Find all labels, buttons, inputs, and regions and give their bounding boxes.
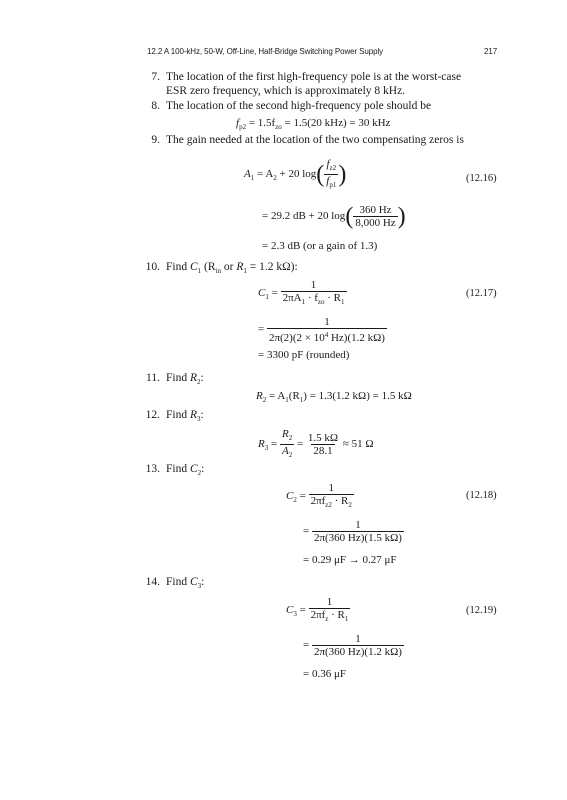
item-number: 10. <box>145 261 160 273</box>
running-title: 12.2 A 100-kHz, 50-W, Off-Line, Half-Bridge Switching Power Supply <box>147 47 384 56</box>
item-text: or <box>223 261 234 273</box>
eq-part: = 1.5(20 kHz) = 30 kHz <box>284 117 391 129</box>
item-number: 11. <box>146 372 160 384</box>
equation-c1-line3: = 3300 pF (rounded) <box>258 349 350 361</box>
frac-numerator: 1.5 kΩ <box>307 432 339 444</box>
item-text: Find <box>166 463 188 475</box>
eq-part: 2πA <box>282 292 302 304</box>
item-text: The location of the first high-frequency pole is at the worst-case <box>166 71 462 83</box>
item-9 <box>138 134 464 146</box>
frac-numerator: 1 <box>326 596 333 608</box>
frac-denominator: 8,000 Hz <box>355 217 396 229</box>
item-7-line-2: ESR zero frequency, which is approximately 8 kHz. <box>166 85 406 97</box>
eq-part: ≈ 51 Ω <box>342 438 374 451</box>
frac-numerator: R <box>281 428 289 440</box>
item-text: The location of the second high-frequency pole should be <box>166 100 432 112</box>
equation-c3-line3: = 0.36 μF <box>303 668 346 680</box>
eq-part: 2π(2)(2 × 10 <box>268 332 325 344</box>
item-12: 12. Find $R_3$: <box>138 409 204 423</box>
item-text: Find <box>166 372 188 384</box>
equation-c2-line2: = $\frac{1}{2\pi(360 Hz)(1.5 k\Omega)}$ <box>303 519 402 544</box>
eq-part: = A <box>256 168 274 181</box>
eq-part: 2πf <box>310 495 326 507</box>
page-number: 217 <box>484 47 498 56</box>
frac-numerator: 360 Hz <box>359 204 392 216</box>
equation-c3-line2: = $\frac{1}{2\pi(360 Hz)(1.2 k\Omega)}$ <box>303 633 402 658</box>
frac-numerator: 1 <box>328 482 334 494</box>
equation-a1: $A_1 = A_2 + 20$ log( $\frac{f_{z2}}{f_{p1}}$ ) <box>244 158 347 189</box>
equation-c2-line3: = 0.29 μF → 0.27 μF <box>303 554 397 566</box>
eq-part: (R <box>288 390 300 402</box>
item-text: Find <box>166 576 188 588</box>
eq-part: = A <box>268 390 286 402</box>
equation-fp2: $f_{p2} = 1.5f_{zo} = 1.5(20$ kHz) = 30 kHz <box>236 117 391 131</box>
item-text: = 1.2 kΩ): <box>249 261 298 273</box>
item-number: 14. <box>145 576 160 588</box>
equation-r2: $R_2 = A_1(R_1) = 1.3(1.2$ kΩ) = 1.5 kΩ <box>256 390 412 404</box>
frac-numerator: 1 <box>355 519 361 531</box>
frac-denominator: 2π(360 Hz)(1.5 kΩ) <box>313 532 402 544</box>
equation-c1: $C_1$ = $\frac{1}{2\pi A_1 \cdot f_{zo} \cdot R_1}$ <box>258 279 345 306</box>
frac-denominator: 28.1 <box>313 445 333 457</box>
equation-c1-line2: = $\frac{1}{2\pi(2)(2 \times 10^4 Hz)(1.2 k\Omega)}$ <box>258 316 385 344</box>
equation-c3: $C_3$ = $\frac{1}{2\pi f_z \cdot R_1}$ <box>286 596 349 623</box>
eq-part: + 20 log <box>279 168 317 181</box>
frac-numerator: 1 <box>310 279 317 291</box>
item-number: 12. <box>145 409 160 421</box>
equation-a1-line2: = 29.2 dB + 20 log( $\frac{360 Hz}{8,000 Hz}$ ) <box>262 203 406 230</box>
frac-denominator: A <box>281 445 289 457</box>
eq-part: · R <box>331 609 345 621</box>
frac-numerator: 1 <box>324 316 330 328</box>
equation-a1-line3: = 2.3 dB (or a gain of 1.3) <box>262 240 378 252</box>
item-text: Find <box>166 261 188 273</box>
item-text: (R <box>204 261 216 273</box>
item-11: 11. Find $R_2$: <box>138 372 204 386</box>
equation-number-12-19: (12.19) <box>466 605 497 616</box>
item-8 <box>138 100 431 112</box>
equation-number-12-18: (12.18) <box>466 490 497 501</box>
item-text: The gain needed at the location of the two compensating zeros is <box>166 134 464 146</box>
equation-c2: $C_2$ = $\frac{1}{2\pi f_{z2} \cdot R_2}$ <box>286 482 352 509</box>
item-number: 13. <box>145 463 160 475</box>
item-number: 9. <box>151 134 160 146</box>
frac-denominator: 2π(360 Hz)(1.2 kΩ) <box>313 646 402 658</box>
equation-number-12-17: (12.17) <box>466 288 497 299</box>
eq-part: ) = 1.3(1.2 kΩ) = 1.5 kΩ <box>303 390 412 402</box>
exponent: 4 <box>324 331 329 339</box>
eq-part: 2πf <box>310 609 326 621</box>
eq-part: Hz)(1.2 kΩ) <box>330 332 385 344</box>
item-7-line-1 <box>138 71 461 83</box>
item-13: 13. Find $C_2$: <box>138 463 204 477</box>
eq-part: · f <box>307 292 318 304</box>
item-10: 10. Find $C_1$ ($R_{in}$ or $R_1 = 1.2$ kΩ): <box>138 261 298 275</box>
item-text: Find <box>166 409 188 421</box>
equation-number-12-16: (12.16) <box>466 173 497 184</box>
equation-r3: $R_3$ = $\frac{R_2}{A_2}$ = $\frac{1.5 k\Omega}{28.1}$ ≈ 51 Ω <box>258 428 374 459</box>
item-number: 7. <box>151 71 160 83</box>
eq-part: = 29.2 dB + 20 log <box>262 210 346 223</box>
eq-part: · R <box>334 495 349 507</box>
frac-numerator: 1 <box>355 633 361 645</box>
eq-part: = 1.5f <box>248 117 276 129</box>
eq-part: · R <box>327 292 341 304</box>
item-number: 8. <box>151 100 160 112</box>
item-14: 14. Find $C_3$: <box>138 576 204 590</box>
